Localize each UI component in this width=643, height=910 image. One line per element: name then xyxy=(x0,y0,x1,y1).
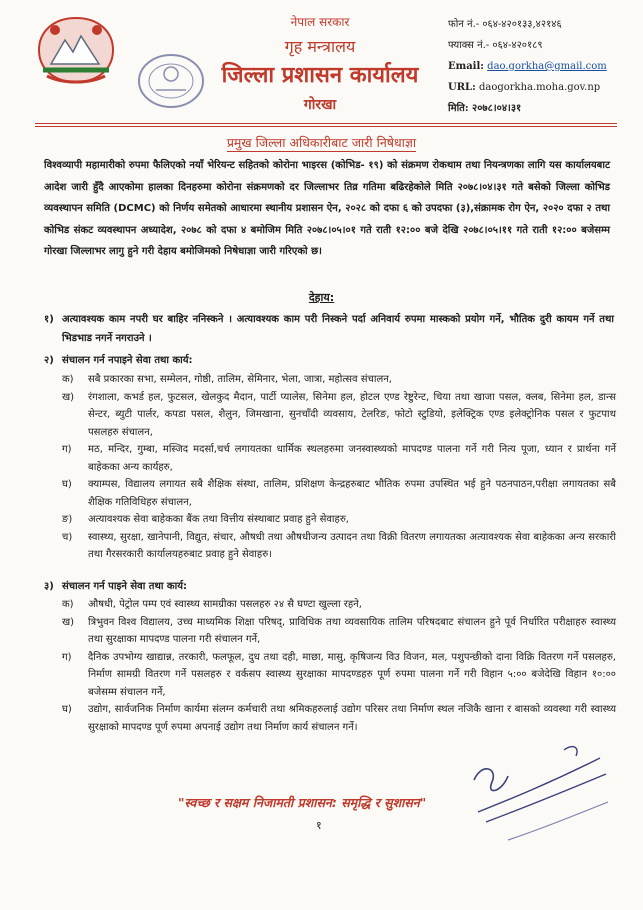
government-name: नेपाल सरकार xyxy=(290,15,350,29)
section-2-list xyxy=(62,371,616,564)
page-number: १ xyxy=(316,819,322,832)
list-item: क) सबै प्रकारका सभा, सम्मेलन, गोष्ठी, तालिम, सेमिनार, भेला, जात्रा, महोत्सव संचालन, xyxy=(62,374,392,385)
section-1-text: अत्यावश्यक काम नपरी घर बाहिर ननिस्कने । अत्यावश्यक काम परी निस्कने पर्दा अनिवार्य रुपमा मास्कको प्रयोग गर्ने, भौतिक दुरी कायम गर्ने तथा भिडभाड नगर्ने नगराउने । xyxy=(62,314,614,344)
section-3-list xyxy=(62,596,616,736)
section-3-title: ३) संचालन गर्न पाइने सेवा तथा कार्य: xyxy=(62,578,614,592)
url-line xyxy=(448,77,640,98)
nepal-emblem-icon xyxy=(33,14,119,86)
district-name: गोरखा xyxy=(303,97,337,113)
phone-line: फोन नं.- ०६४-४२०१३३,४२१४६ xyxy=(448,19,562,30)
section-1-number: १) xyxy=(44,314,54,325)
ministry-name: गृह मन्त्रालय xyxy=(284,37,356,56)
email-label: Email: xyxy=(448,61,484,72)
fax-line: फ्याक्स नं.- ०६४-४२०१८९ xyxy=(448,40,543,51)
intro-paragraph: विश्वव्यापी महामारीको रुपमा फैलिएको नयाँ भेरियन्ट सहितको कोरोना भाइरस (कोभिड- १९) को संक्रमण रोकथाम तथा नियन्त्रणका लागि यस कार्यालयबाट आदेश जारी हुँदै आएकोमा हालका दिनहरुमा कोरोना संक्रमणको दर जिल्लाभर तिव्र गतिमा बढिरहेकोले मिति २०७८।०४।३१ गते बसेको जिल्ला कोभिड व्यवस्थापन समिति (DCMC) को निर्णय समेतको आधारमा स्थानीय प्रशासन ऐन, २०२८ को दफा ६ को उपदफा (३),संक्रामक रोग ऐन, २०२० दफा २ तथा कोभिड संकट व्यवस्थापन अध्यादेश, २०७८ को दफा ४ बमोजिम मिति २०७८।०५।०१ गते राती १२:०० बजे देखि २०७८।०५।११ गते राती १२:०० बजेसम्म गोरखा जिल्लाभर लागु हुने गरी देहाय बमोजिमको निषेधाज्ञा जारी गरिएको छ। xyxy=(44,160,610,257)
section-3-number: ३) xyxy=(44,581,54,592)
section-2-title: २) संचालन गर्न नपाइने सेवा तथा कार्य: xyxy=(62,352,614,366)
list-item: क) औषधी, पेट्रोल पम्प एवं स्वास्थ्य सामग्रीका पसलहरु २४ सै घण्टा खुल्ला रहने, xyxy=(62,599,362,610)
date-line: मिति: २०७८।०४।३१ xyxy=(448,103,522,114)
contact-block xyxy=(448,14,640,119)
list-item: ग) दैनिक उपभोग्य खाद्यान्न, तरकारी, फलफूल, दुध तथा दही, माछा, मासु, कृषिजन्य विउ विजन, मल, पशुपन्छीको दाना विक्रि वितरण गर्ने पसलहरु, निर्माण सामग्री वितरण गर्ने पसलहरु र वर्कसप स्वास्थ्य सुरक्षाका मापदण्डहरु पूर्ण रुपमा पालना गर्ने गरी विहान ५:०० बजेदेखि विहान १०:०० बजेसम्म संचालन गर्ने, xyxy=(62,651,616,698)
url-label: URL: xyxy=(448,82,476,93)
list-item: ख) रंगशाला, कभर्ड हल, फुटसल, खेलकुद मैदान, पार्टी प्यालेस, सिनेमा हल, होटल एण्ड रेष्टुरेन्ट, चिया तथा खाजा पसल, क्लब, सिनेमा हल, डान्स सेन्टर, ब्युटी पार्लर, कपडा पसल, शैलुन, जिमखाना, सुनचाँदी व्यवसाय, टेलरिङ, फोटो स्टुडियो, इलेक्ट्रिक एण्ड इलेक्ट्रोनिक पसल र फुटपाथ पसलहरु संचालन, xyxy=(62,391,616,438)
header-divider xyxy=(35,123,617,124)
header-divider-secondary xyxy=(35,126,617,127)
list-item: च) स्वास्थ्य, सुरक्षा, खानेपानी, विद्युत, संचार, औषधी तथा औषधीजन्य उत्पादन तथा विक्री वितरण लगायतका अत्यावश्यक सेवा बाहेकका अन्य सरकारी तथा गैरसरकारी कार्यालयहरुबाट प्रवाह हुने सेवाहरु। xyxy=(62,531,616,560)
slogan: "स्वच्छ र सक्षम निजामती प्रशासन: समृद्धि र सुशासन" xyxy=(178,795,427,810)
office-name: जिल्ला प्रशासन कार्यालय xyxy=(221,63,419,88)
email-line xyxy=(448,56,640,77)
notice-title: प्रमुख जिल्ला अधिकारीबाट जारी निषेधाज्ञा xyxy=(226,135,417,150)
list-item: ङ) अत्यावश्यक सेवा बाहेकका बैंक तथा वित्तीय संस्थाबाट प्रवाह हुने सेवाहरु, xyxy=(62,514,349,525)
list-item: ग) मठ, मन्दिर, गुम्बा, मस्जिद मदर्सा,चर्च लगायतका धार्मिक स्थलहरुमा जनस्वास्थ्यको मापदण्ड पालना गर्ने गरी नित्य पूजा, ध्यान र प्रार्थना गर्ने बाहेकका अन्य कार्यहरु, xyxy=(62,444,616,473)
url-link[interactable]: daogorkha.moha.gov.np xyxy=(478,82,601,93)
email-link[interactable]: dao.gorkha@gmail.com xyxy=(487,61,607,72)
list-item: घ) उद्योग, सार्वजनिक निर्माण कार्यमा संलग्न कर्मचारी तथा श्रमिकहरुलाई उद्योग परिसर तथा निर्माण स्थल नजिकै खाना र बासको व्यवस्था गरी स्वास्थ्य सुरक्षाको मापदण्ड पूर्ण रुपमा अपनाई उद्योग तथा निर्माण कार्य संचालन गर्ने। xyxy=(62,704,616,733)
office-stamp-icon xyxy=(136,52,206,110)
section-1 xyxy=(44,310,614,348)
signature-icon xyxy=(468,740,618,850)
list-item: घ) क्याम्पस, विद्यालय लगायत सबै शैक्षिक संस्था, तालिम, प्रशिक्षण केन्द्रहरुबाट भौतिक रुपमा उपस्थित भई हुने पठनपाठन,परीक्षा लगायतका सबै शैक्षिक गतिविधिहरु संचालन, xyxy=(62,479,616,508)
dehaya-heading: देहाय: xyxy=(308,291,335,304)
list-item: ख) त्रिभुवन विश्व विद्यालय, उच्च माध्यमिक शिक्षा परिषद्, प्राविधिक तथा व्यवसायिक तालिम परिषदबाट संचालन हुने पूर्व निर्धारित परीक्षाहरु स्वास्थ्य तथा सुरक्षाका मापदण्ड पालना गरी संचालन गर्ने, xyxy=(62,616,616,645)
section-2-number: २) xyxy=(44,355,54,366)
